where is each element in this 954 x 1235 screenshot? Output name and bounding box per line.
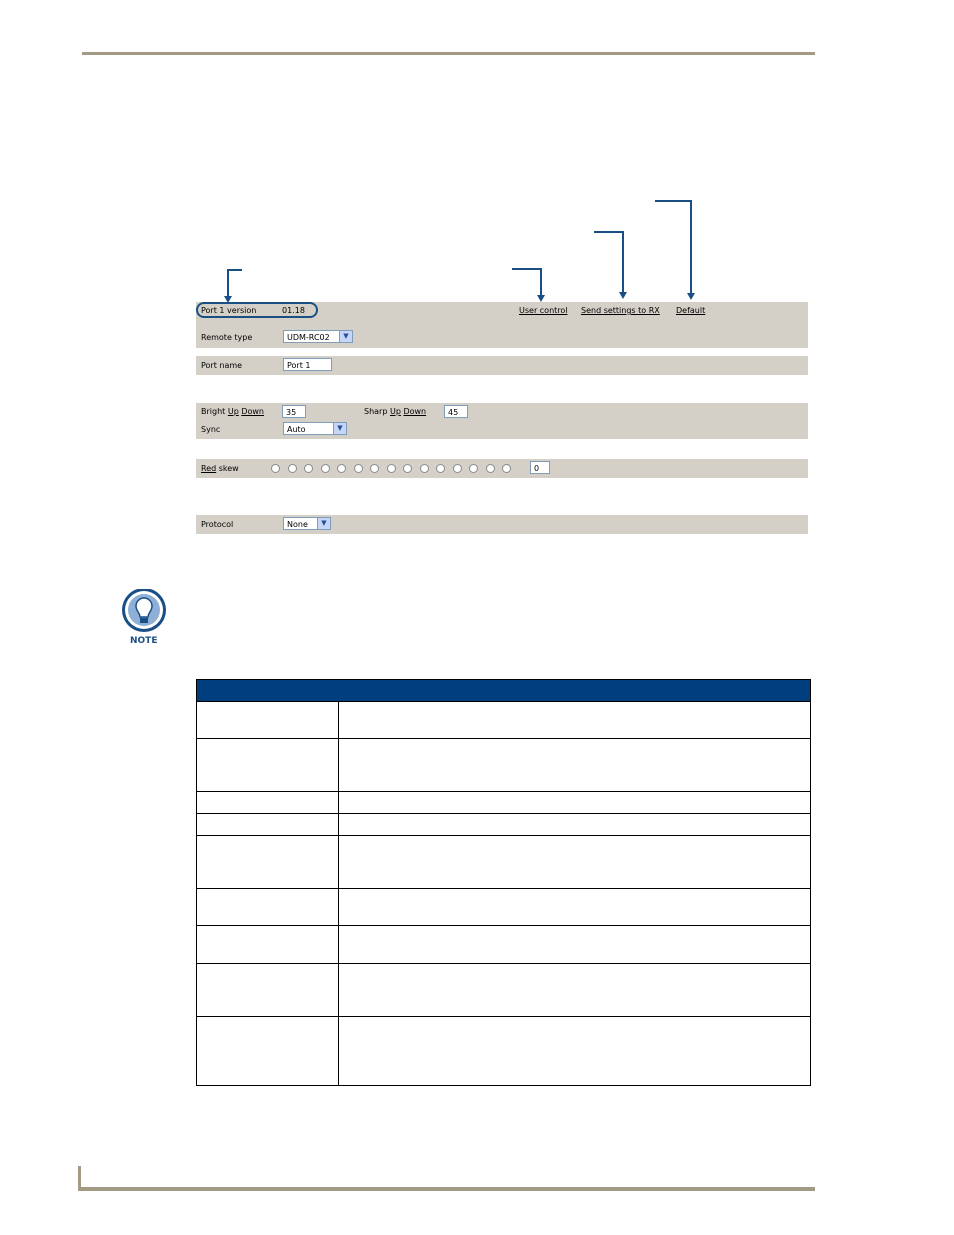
protocol-select[interactable] <box>283 517 331 530</box>
header-rule <box>82 52 815 55</box>
sharp-input[interactable]: 45 <box>444 405 468 418</box>
table-header <box>196 679 811 702</box>
table-row <box>197 964 810 1017</box>
user-control-link[interactable]: User control <box>519 306 568 315</box>
bright-label: Bright Up Down <box>201 407 264 416</box>
red-skew-radio[interactable] <box>387 464 396 473</box>
red-skew-radio[interactable] <box>469 464 478 473</box>
default-link[interactable]: Default <box>676 306 706 315</box>
sharp-down-link[interactable]: Down <box>403 407 427 416</box>
chevron-down-icon: ▼ <box>317 518 330 529</box>
sync-value: Auto <box>287 425 306 434</box>
red-skew-radio[interactable] <box>288 464 297 473</box>
port-version-value: 01.18 <box>282 306 305 315</box>
remote-type-select[interactable] <box>283 330 353 343</box>
sync-label: Sync <box>201 425 221 434</box>
table-row <box>197 1017 810 1086</box>
port-settings-panel <box>196 300 810 536</box>
settings-table <box>196 679 811 1086</box>
red-skew-radio[interactable] <box>304 464 313 473</box>
red-skew-radio[interactable] <box>403 464 412 473</box>
sharp-label: Sharp Up Down <box>364 407 427 416</box>
red-skew-radio[interactable] <box>420 464 429 473</box>
red-skew-radio[interactable] <box>453 464 462 473</box>
lightbulb-icon <box>119 589 171 649</box>
red-skew-radio[interactable] <box>354 464 363 473</box>
chevron-down-icon: ▼ <box>333 423 346 434</box>
table-row <box>197 792 810 814</box>
red-skew-input[interactable]: 0 <box>530 461 550 474</box>
table-row <box>197 702 810 739</box>
red-skew-radio[interactable] <box>370 464 379 473</box>
port-name-input[interactable]: Port 1 <box>283 358 332 371</box>
red-skew-radio[interactable] <box>321 464 330 473</box>
remote-type-value: UDM-RC02 <box>287 333 330 342</box>
bright-up-link[interactable]: Up <box>227 407 239 416</box>
red-skew-radio[interactable] <box>271 464 280 473</box>
send-settings-link[interactable]: Send settings to RX <box>581 306 660 315</box>
bright-down-link[interactable]: Down <box>241 407 264 416</box>
red-skew-radio[interactable] <box>337 464 346 473</box>
sharp-up-link[interactable]: Up <box>389 407 401 416</box>
red-skew-radio[interactable] <box>436 464 445 473</box>
table-row <box>197 889 810 926</box>
chevron-down-icon: ▼ <box>339 331 352 342</box>
port-version-label: Port 1 version <box>201 306 257 315</box>
table-row <box>197 739 810 792</box>
red-skew-radio[interactable] <box>486 464 495 473</box>
red-link[interactable]: Red <box>201 464 217 473</box>
red-skew-radio[interactable] <box>502 464 511 473</box>
remote-type-label: Remote type <box>201 333 253 342</box>
bright-input[interactable]: 35 <box>282 405 306 418</box>
port-name-label: Port name <box>201 361 243 370</box>
footer-rule <box>78 1187 815 1191</box>
note-label: NOTE <box>130 636 158 646</box>
table-row <box>197 836 810 889</box>
protocol-value: None <box>287 520 308 529</box>
table-body <box>196 702 811 1086</box>
table-row <box>197 814 810 836</box>
sync-select[interactable] <box>283 422 347 435</box>
protocol-label: Protocol <box>201 520 234 529</box>
red-skew-label: Red skew <box>201 464 239 473</box>
table-row <box>197 926 810 964</box>
